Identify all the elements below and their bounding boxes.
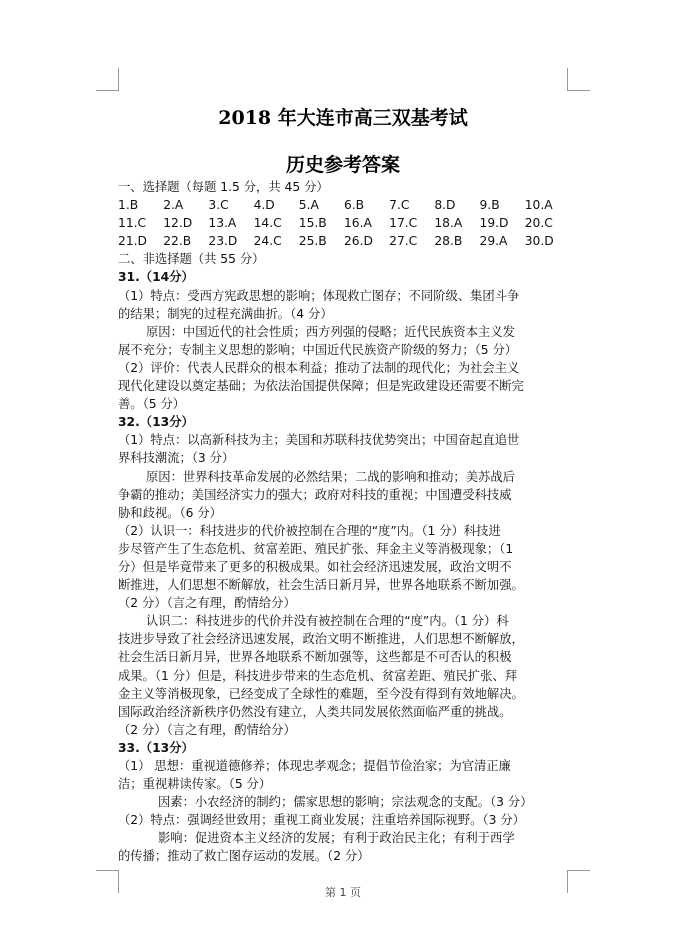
mc-answer: 25.B [298, 234, 327, 249]
mc-answer: 2.A [163, 198, 184, 213]
answer-line: 金主义等消极现象，已经变成了全球性的难题，至今没有得到有效地解决。 [118, 686, 524, 701]
section2-heading: 二、非选择题（共 55 分） [118, 252, 265, 267]
mc-answer: 5.A [298, 198, 319, 213]
answer-line: 善。（5 分） [118, 397, 186, 412]
mc-answer: 26.D [343, 234, 373, 249]
mc-answer: 14.C [253, 216, 282, 231]
answer-line: 界科技潮流；（3 分） [118, 451, 235, 466]
mc-answer: 12.D [163, 216, 193, 231]
answer-line: 因素：小农经济的制约；儒家思想的影响；宗法观念的支配。（3 分） [158, 795, 533, 810]
mc-answer: 19.D [479, 216, 509, 231]
mc-answer: 6.B [343, 198, 365, 213]
answer-line: 断推进，人们思想不断解放，社会生活日新月异，世界各地联系不断加强。 [118, 578, 524, 593]
mc-answer: 7.C [389, 198, 410, 213]
answer-line: 步尽管产生了生态危机、贫富差距、殖民扩张、拜金主义等消极现象；（1 [118, 541, 514, 556]
section1-heading: 一、选择题（每题 1.5 分，共 45 分） [118, 180, 329, 194]
q31-title: 31.（14分） [118, 270, 194, 285]
mc-answer: 18.A [434, 216, 463, 231]
answer-line: 影响：促进资本主义经济的发展；有利于政治民主化；有利于西学 [158, 831, 515, 846]
answer-line: 原因：世界科技革命发展的必然结果；二战的影响和推动；美苏战后 [146, 469, 515, 484]
mc-answer: 17.C [389, 216, 418, 231]
page-number: 第 1 页 [325, 886, 361, 899]
answer-line: 认识二：科技进步的代价并没有被控制在合理的“度”内。（1 分）科 [146, 614, 509, 629]
answer-line: 国际政治经济新秩序仍然没有建立，人类共同发展依然面临严重的挑战。 [118, 704, 512, 719]
answer-line: 技进步导致了社会经济迅速发展，政治文明不断推进，人们思想不断解放， [118, 632, 524, 647]
document-subtitle: 历史参考答案 [285, 154, 400, 176]
answer-line: 社会生活日新月异，世界各地联系不断加强等，这些都是不可否认的积极 [118, 650, 512, 665]
corner-mark-top-right [567, 68, 590, 91]
mc-answer: 1.B [118, 198, 139, 213]
mc-answer: 3.C [208, 198, 229, 213]
answer-line: 胁和歧视。（6 分） [118, 505, 222, 520]
mc-answer: 23.D [208, 234, 238, 249]
mc-answer: 30.D [524, 234, 554, 249]
answer-line: （2）评价：代表人民群众的根本利益；推动了法制的现代化；为社会主义 [118, 360, 520, 375]
answer-line: 现代化建设以奠定基础；为依法治国提供保障；但是宪政建设还需要不断完 [118, 379, 524, 394]
answer-line: （2）认识一：科技进步的代价被控制在合理的“度”内。（1 分）科技进 [118, 523, 501, 538]
q32-title: 32.（13分） [118, 415, 194, 430]
mc-answer: 20.C [524, 216, 553, 231]
answer-line: 成果。（1 分）但是，科技进步带来的生态危机、贫富差距、殖民扩张、拜 [118, 668, 518, 683]
answer-content [118, 178, 570, 866]
mc-answer: 10.A [524, 198, 553, 213]
mc-answer-grid [118, 196, 570, 250]
q33-title: 33.（13分） [118, 740, 194, 755]
answer-line: （2）特点：强调经世致用；重视工商业发展；注重培养国际视野。（3 分） [118, 813, 525, 828]
answer-line: 争霸的推动；美国经济实力的强大；政府对科技的重视；中国遭受科技威 [118, 487, 512, 502]
answer-line: （2 分）（言之有理，酌情给分） [118, 596, 296, 611]
mc-answer: 9.B [479, 198, 500, 213]
mc-answer: 22.B [163, 234, 192, 249]
mc-answer: 27.C [389, 234, 418, 249]
answer-line: 分）但是毕竟带来了更多的积极成果。如社会经济迅速发展，政治文明不 [118, 559, 512, 574]
mc-answer: 28.B [434, 234, 463, 249]
answer-line: （1）特点：以高新科技为主；美国和苏联科技优势突出；中国奋起直追世 [118, 433, 520, 448]
corner-mark-top-left [96, 68, 119, 91]
answer-line: （1） 思想：重视道德修养；体现忠孝观念；提倡节俭治家；为官清正廉 [118, 759, 511, 773]
answer-line: （2 分）（言之有理，酌情给分） [118, 722, 296, 737]
mc-answer: 29.A [479, 234, 508, 249]
answer-line: 洁；重视耕读传家。（5 分） [118, 777, 272, 792]
mc-answer: 4.D [253, 198, 275, 213]
mc-answer: 8.D [434, 198, 456, 213]
document-title: 2018 年大连市高三双基考试 [218, 107, 468, 129]
answer-line: 的传播；推动了救亡图存运动的发展。（2 分） [118, 849, 370, 864]
mc-answer: 13.A [208, 216, 237, 231]
mc-answer: 16.A [343, 216, 372, 231]
mc-answer: 24.C [253, 234, 282, 249]
mc-answer: 11.C [118, 216, 147, 231]
answer-line: 展不充分；专制主义思想的影响；中国近代民族资产阶级的努力；（5 分） [118, 342, 518, 357]
answer-line: 原因：中国近代的社会性质；西方列强的侵略；近代民族资本主义发 [146, 324, 515, 339]
answer-line: 的结果；制宪的过程充满曲折。（4 分） [118, 306, 333, 321]
mc-answer: 21.D [118, 234, 148, 249]
answer-line: （1）特点：受西方宪政思想的影响；体现救亡图存；不同阶级、集团斗争 [118, 288, 520, 303]
mc-answer: 15.B [298, 216, 327, 231]
